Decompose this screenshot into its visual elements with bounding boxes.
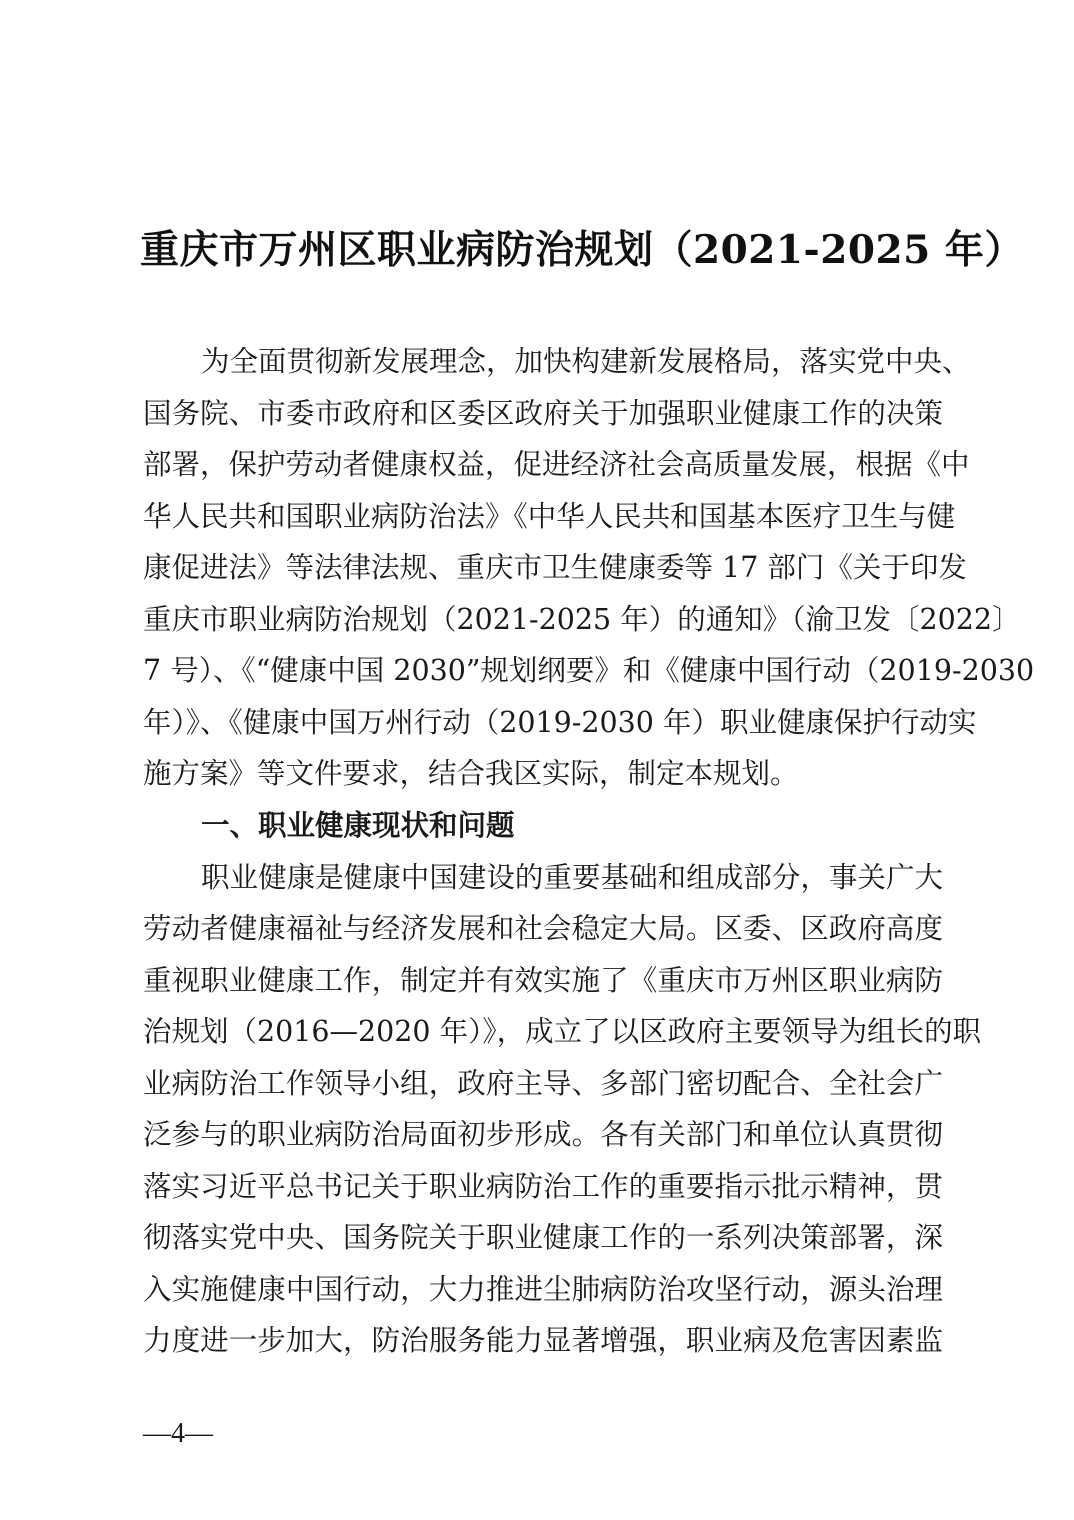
text-line: 国务院、市委市政府和区委区政府关于加强职业健康工作的决策 — [143, 396, 943, 430]
text-line: 治规划（2016—2020 年）》，成立了以区政府主要领导为组长的职 — [143, 1015, 982, 1048]
text-line: 康促进法》等法律法规、重庆市卫生健康委等 17 部门《关于印发 — [143, 551, 967, 584]
text-line: 为全面贯彻新发展理念，加快构建新发展格局，落实党中央、 — [201, 345, 971, 378]
text-line: 职业健康是健康中国建设的重要基础和组成部分，事关广大 — [201, 860, 943, 894]
text-line: 施方案》等文件要求，结合我区实际，制定本规划。 — [143, 757, 799, 790]
intro-paragraph — [143, 336, 1035, 800]
text-line: 彻落实党中央、国务院关于职业健康工作的一系列决策部署，深 — [143, 1221, 943, 1254]
text-line: 落实习近平总书记关于职业病防治工作的重要指示批示精神，贯 — [143, 1169, 943, 1203]
page-title: 重庆市万州区职业病防治规划（2021-2025 年） — [140, 227, 1024, 273]
section-heading: 一、职业健康现状和问题 — [201, 809, 515, 842]
text-line: 重庆市职业病防治规划（2021-2025 年）的通知》（渝卫发〔2022〕 — [143, 602, 1021, 636]
page-number: —4— — [143, 1418, 213, 1449]
text-line: 劳动者健康福祉与经济发展和社会稳定大局。区委、区政府高度 — [143, 912, 943, 945]
text-line: 重视职业健康工作，制定并有效实施了《重庆市万州区职业病防 — [143, 963, 943, 997]
text-line: 力度进一步加大，防治服务能力显著增强，职业病及危害因素监 — [143, 1324, 943, 1357]
text-line: 部署，保护劳动者健康权益，促进经济社会高质量发展，根据《中 — [143, 448, 970, 481]
text-line: 业病防治工作领导小组，政府主导、多部门密切配合、全社会广 — [143, 1066, 943, 1100]
text-line: 7 号）、《“健康中国 2030”规划纲要》和《健康中国行动（2019-2030 — [143, 654, 1035, 687]
text-line: 年）》、《健康中国万州行动（2019-2030 年）职业健康保护行动实 — [143, 705, 977, 739]
text-line: 泛参与的职业病防治局面初步形成。各有关部门和单位认真贯彻 — [143, 1118, 943, 1151]
text-line: 华人民共和国职业病防治法》《中华人民共和国基本医疗卫生与健 — [143, 499, 956, 533]
text-line: 入实施健康中国行动，大力推进尘肺病防治攻坚行动，源头治理 — [143, 1272, 943, 1306]
section-one — [143, 800, 982, 1367]
